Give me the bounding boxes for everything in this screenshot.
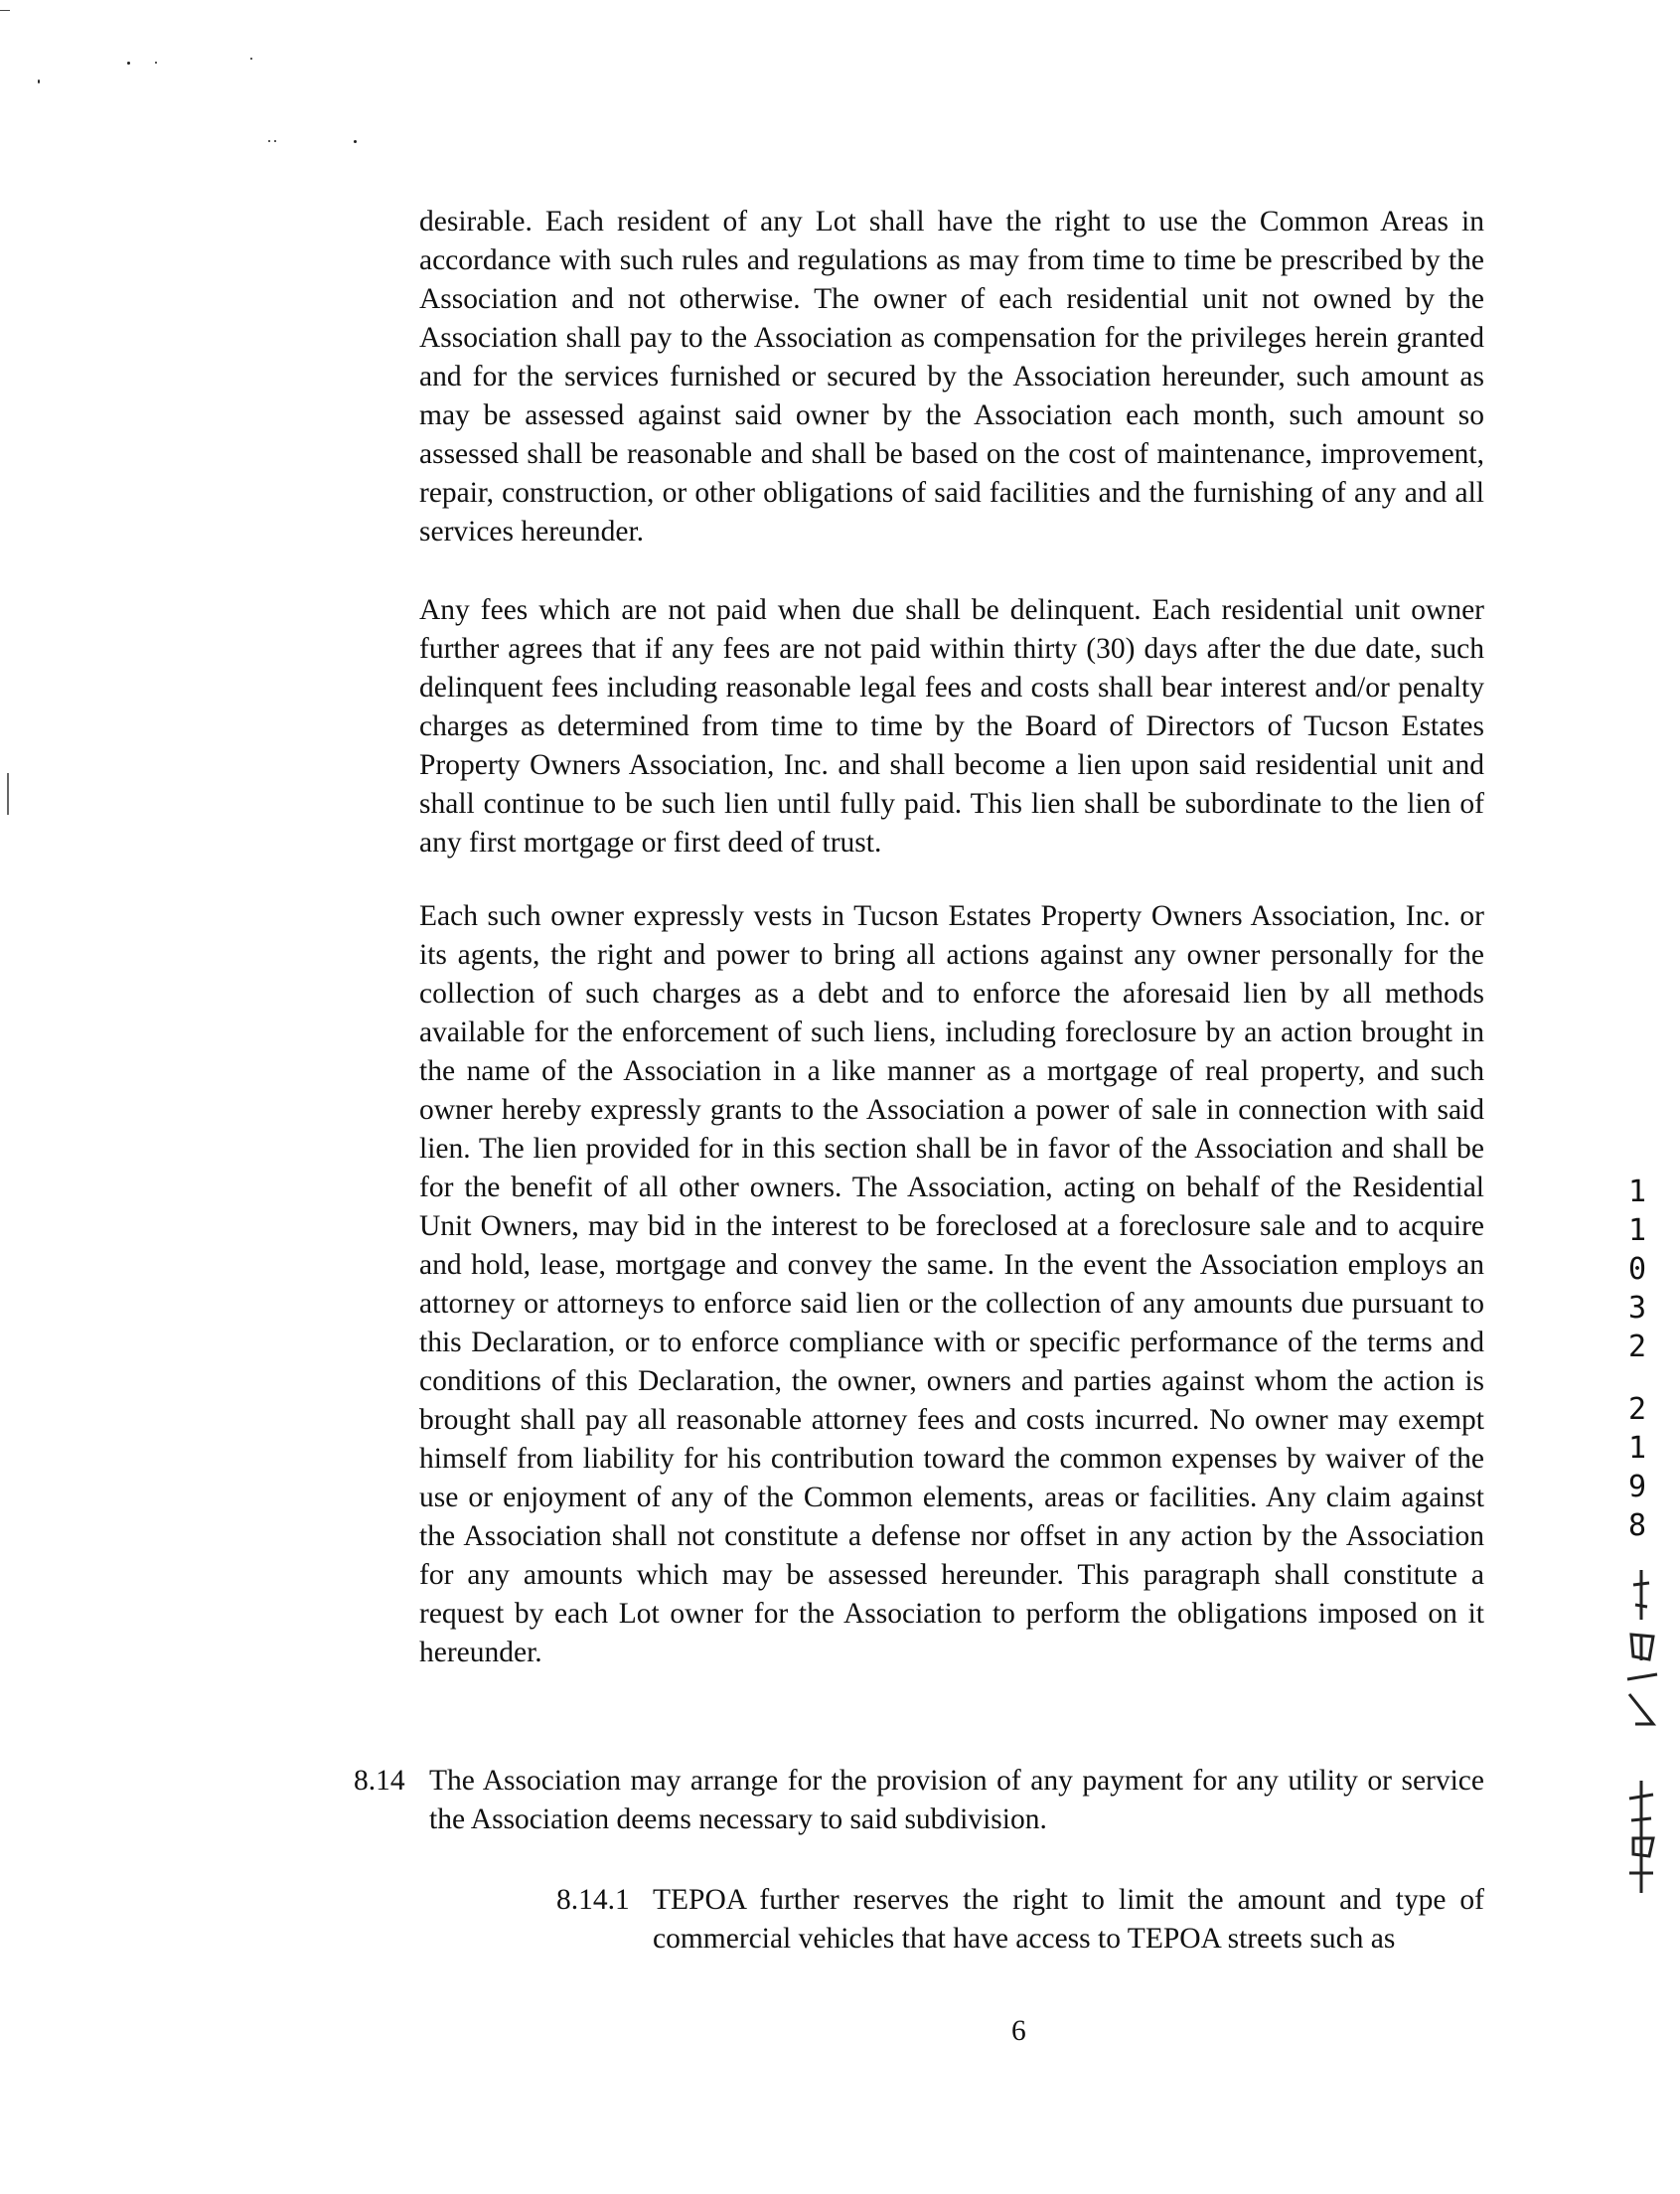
scan-speck xyxy=(155,62,157,64)
recording-stamp xyxy=(1617,1173,1657,1545)
scan-speck xyxy=(274,140,276,142)
stamp-digit: 0 xyxy=(1627,1252,1647,1287)
stamp-distorted-glyphs-icon xyxy=(1619,1565,1664,1734)
body-paragraph: Any fees which are not paid when due shall be delinquent. Each residential unit owner further agrees that if any fees are not paid within thirty (30) days after the due date, such delinquent fees including reasonable legal fees and costs shall bear interest and/or penalty charges as determined from time to time by the Board of Directors of Tucson Estates Property Owners Association, Inc. and shall become a lien upon said residential unit and shall continue to be such lien until fully paid. This lien shall be subordinate to the lien of any first mortgage or first deed of trust. xyxy=(419,594,1484,859)
scan-speck xyxy=(268,140,270,142)
subsection-number: 8.14.1 xyxy=(556,1884,630,1916)
scan-speck xyxy=(127,62,130,65)
body-paragraph: Each such owner expressly vests in Tucson Estates Property Owners Association, Inc. or its agents, the right and power to bring all actions against any owner personally for the collection of such charges as a debt and to enforce the aforesaid lien by all methods available for the enforcement of such liens, including foreclosure by an action brought in the name of the Association in a like manner as a mortgage of real property, and such owner hereby expressly grants to the Association a power of sale in connection with said lien. The lien provided for in this section shall be in favor of the Association and shall be for the benefit of all other owners. The Association, acting on behalf of the Residential Unit Owners, may bid in the interest to be foreclosed at a foreclosure sale and to acquire and hold, lease, mortgage and convey the same. In the event the Association employs an attorney or attorneys to enforce said lien or the collection of any amounts due pursuant to this Declaration, or to enforce compliance with or specific performance of the terms and conditions of this Declaration, the owner, owners and parties against whom the action is brought shall pay all reasonable attorney fees and costs incurred. No owner may exempt himself from liability for his contribution toward the common expenses by waiver of the use or enjoyment of any of the Common elements, areas or facilities. Any claim against the Association shall not constitute a defense nor offset in any action by the Association for any amounts which may be assessed hereunder. This paragraph shall constitute a request by each Lot owner for the Association to perform the obligations imposed on it hereunder. xyxy=(419,900,1484,1668)
subsection-text: TEPOA further reserves the right to limit the amount and type of commercial vehicles that have access to TEPOA streets such as xyxy=(653,1884,1484,1955)
scan-speck xyxy=(38,79,40,83)
section-number: 8.14 xyxy=(354,1765,405,1797)
stamp-digit: 9 xyxy=(1627,1470,1647,1504)
stamp-digit: 1 xyxy=(1627,1431,1647,1466)
stamp-distorted-glyphs-icon xyxy=(1619,1779,1664,1898)
scan-speck xyxy=(354,140,357,143)
stamp-digit: 2 xyxy=(1627,1392,1647,1427)
stamp-digit: 2 xyxy=(1627,1330,1647,1364)
page-number: 6 xyxy=(1011,2015,1026,2047)
scan-speck xyxy=(250,58,252,60)
section-text: The Association may arrange for the provision of any payment for any utility or service the Association deems necessary to said subdivision. xyxy=(429,1765,1484,1835)
scan-edge-mark xyxy=(0,10,10,11)
stamp-digit: 1 xyxy=(1627,1213,1647,1248)
body-paragraph: desirable. Each resident of any Lot shall have the right to use the Common Areas in accordance with such rules and regulations as may from time to time be prescribed by the Association and not otherwise. The owner of each residential unit not owned by the Association shall pay to the Association as compensation for the privileges herein granted and for the services furnished or secured by the Association hereunder, such amount as may be assessed against said owner by the Association each month, such amount so assessed shall be reasonable and shall be based on the cost of maintenance, improvement, repair, construction, or other obligations of said facilities and the furnishing of any and all services hereunder. xyxy=(419,206,1484,548)
stamp-digit: 1 xyxy=(1627,1175,1647,1209)
scan-edge-line xyxy=(7,773,9,815)
stamp-digit: 3 xyxy=(1627,1291,1647,1326)
stamp-digit: 8 xyxy=(1627,1508,1647,1543)
